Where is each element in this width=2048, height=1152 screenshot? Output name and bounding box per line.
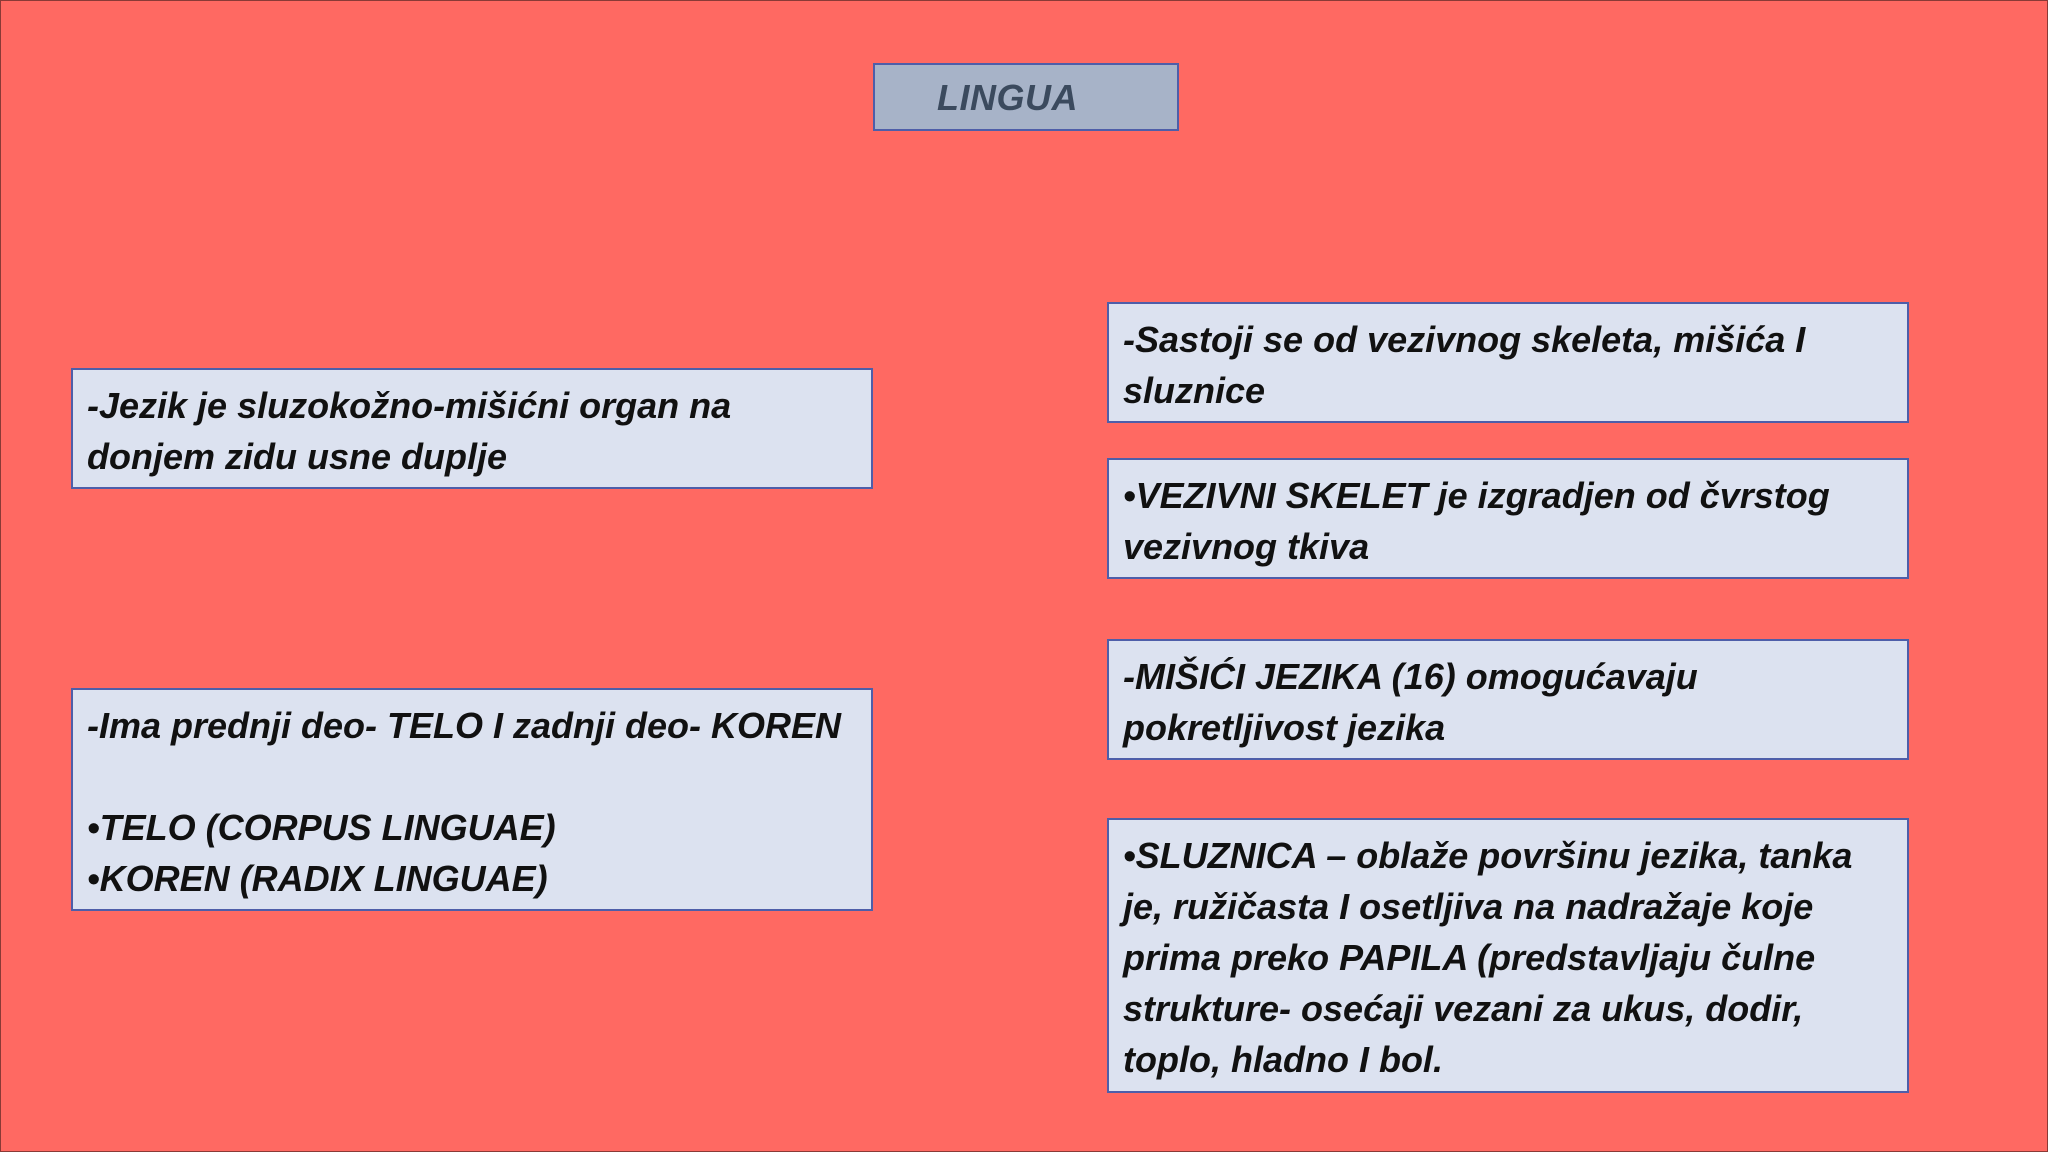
text-box-definition: -Jezik je sluzokožno-mišićni organ na donjem zidu usne duplje — [71, 368, 873, 489]
text-box-mucosa: •SLUZNICA – oblaže površinu jezika, tanka je, ružičasta I osetljiva na nadražaje koje prima preko PAPILA (predstavljaju čulne strukture- osećaji vezani za ukus, dodir, toplo, hladno I bol. — [1107, 818, 1909, 1093]
text-box-parts: -Ima prednji deo- TELO I zadnji deo- KOREN •TELO (CORPUS LINGUAE) •KOREN (RADIX LINGUAE) — [71, 688, 873, 911]
title-box — [873, 63, 1179, 131]
text-box-composition: -Sastoji se od vezivnog skeleta, mišića I sluznice — [1107, 302, 1909, 423]
text-box-muscles: -MIŠIĆI JEZIKA (16) omogućavaju pokretljivost jezika — [1107, 639, 1909, 760]
slide-title: LINGUA — [937, 77, 1078, 118]
text-box-skeleton: •VEZIVNI SKELET je izgradjen od čvrstog vezivnog tkiva — [1107, 458, 1909, 579]
